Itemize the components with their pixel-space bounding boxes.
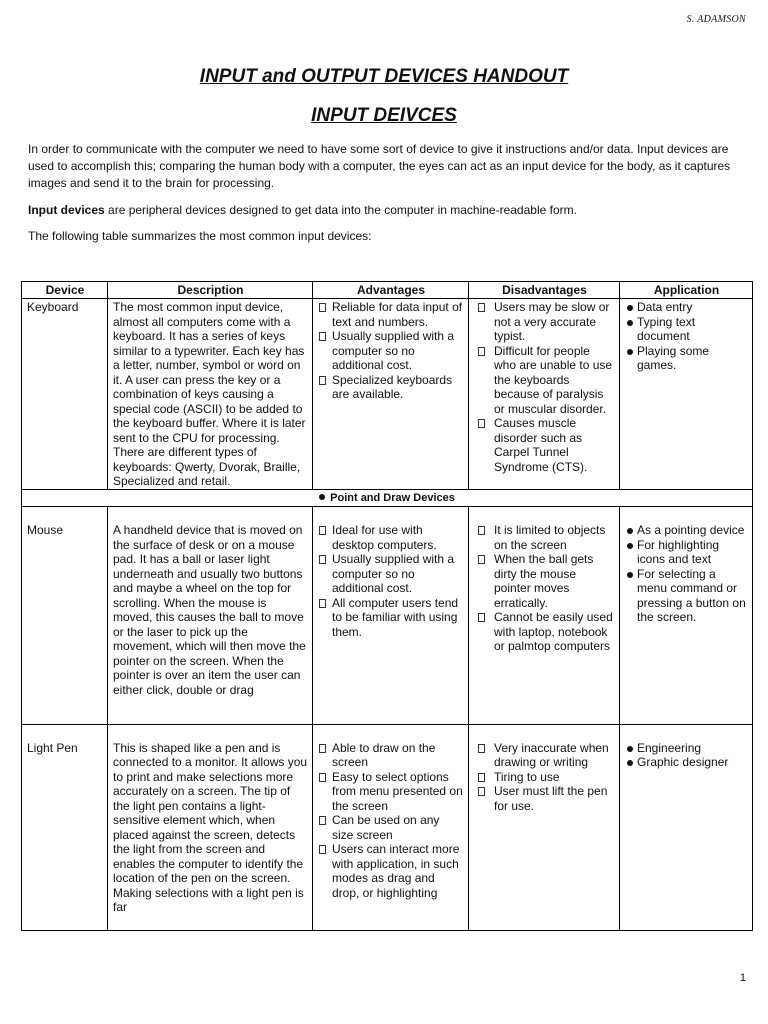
advantages-cell	[313, 522, 469, 724]
table-row-mouse	[22, 522, 753, 724]
advantages-cell	[313, 299, 469, 490]
disadvantages-cell	[469, 740, 620, 931]
device-name: Mouse	[22, 522, 108, 724]
device-description	[108, 522, 313, 724]
disadvantage-item: Tiring to use	[474, 770, 615, 785]
table-row-light-pen	[22, 740, 753, 931]
application-item: As a pointing device	[625, 523, 748, 538]
applications-cell	[620, 522, 753, 724]
header-disadvantages: Disadvantages	[469, 282, 620, 299]
disadvantage-item: Causes muscle disorder such as Carpel Tunnel Syndrome (CTS).	[474, 416, 615, 474]
section-label: Point and Draw Devices	[330, 491, 455, 504]
application-item: For selecting a menu command or pressing a button on the screen.	[625, 567, 748, 625]
header-device: Device	[22, 282, 108, 299]
description-text: A handheld device that is moved on the surface of desk or on a mouse pad. It has a ball or laser light underneath and usually two buttons and maybe a wheel on the top for scrolling. When the mouse is moved, this causes the ball to move or the laser to pick up the movement, which will then move the pointer on the screen. When the pointer is over an item the user can either click, double or drag	[113, 523, 306, 697]
advantage-item: Ideal for use with desktop computers.	[318, 523, 464, 552]
application-item: Graphic designer	[625, 755, 748, 770]
application-item: Data entry	[625, 300, 748, 315]
advantage-item: Usually supplied with a computer so no additional cost.	[318, 552, 464, 596]
disadvantage-item: It is limited to objects on the screen	[474, 523, 615, 552]
advantage-item: Easy to select options from menu presented on the screen	[318, 770, 464, 814]
device-description	[108, 299, 313, 490]
advantage-item: All computer users tend to be familiar with using them.	[318, 596, 464, 640]
table-header-row	[22, 282, 753, 299]
disadvantages-cell	[469, 299, 620, 490]
disadvantages-cell	[469, 522, 620, 724]
advantage-item: Usually supplied with a computer so no additional cost.	[318, 329, 464, 373]
section-label-cell	[22, 489, 753, 507]
intro-paragraph: In order to communicate with the computer we need to have some sort of device to give it instructions and/or data. Input devices are used to accomplish this; comparing the human body with a computer, the eyes can act as an input device for the body, as it captures images and send it to the brain for processing.	[28, 142, 731, 190]
disadvantage-item: Users may be slow or not a very accurate typist.	[474, 300, 615, 344]
disadvantage-item: User must lift the pen for use.	[474, 784, 615, 813]
header-description: Description	[108, 282, 313, 299]
advantage-item: Reliable for data input of text and numbers.	[318, 300, 464, 329]
advantages-clip	[318, 741, 464, 930]
section-row	[22, 489, 753, 507]
advantage-item: Users can interact more with application, in such modes as drag and drop, or highlighting	[318, 842, 464, 900]
device-name: Keyboard	[22, 299, 108, 490]
bullet-icon	[319, 494, 325, 500]
disadvantage-item: Difficult for people who are unable to use the keyboards because of paralysis or muscular disorder.	[474, 344, 615, 417]
disadvantage-item: Very inaccurate when drawing or writing	[474, 741, 615, 770]
device-description	[108, 740, 313, 931]
page-number: 1	[739, 972, 746, 984]
application-item: For highlighting icons and text	[625, 538, 748, 567]
definition-text: are peripheral devices designed to get data into the computer in machine-readable form.	[104, 203, 577, 217]
header-advantages: Advantages	[313, 282, 469, 299]
application-item: Typing text document	[625, 315, 748, 344]
applications-cell	[620, 299, 753, 490]
disadvantage-item: Cannot be easily used with laptop, notebook or palmtop computers	[474, 610, 615, 654]
document-title: INPUT and OUTPUT DEVICES HANDOUT	[199, 66, 569, 87]
advantages-cell	[313, 740, 469, 931]
application-item: Engineering	[625, 741, 748, 756]
device-name: Light Pen	[22, 740, 108, 931]
application-item: Playing some games.	[625, 344, 748, 373]
input-devices-table	[21, 281, 753, 931]
disadvantage-item: When the ball gets dirty the mouse pointer moves erratically.	[474, 552, 615, 610]
advantage-item: Can be used on any size screen	[318, 813, 464, 842]
applications-cell	[620, 740, 753, 931]
author-name: S. ADAMSON	[686, 14, 746, 25]
description-text-extra: There are different types of keyboards: Qwerty, Dvorak, Braille, Specialized and retail.	[113, 445, 301, 488]
advantage-item: Able to draw on the screen	[318, 741, 464, 770]
description-text: The most common input device, almost all computers come with a keyboard. It has a series of keys similar to a typewriter. Each key has a letter, number, symbol or word on it. A user can press the key or a combination of keys causing a special code (ASCII) to be added to the keyboard buffer. Where it is later sent to the CPU for processing.	[113, 300, 306, 445]
header-application: Application	[620, 282, 753, 299]
description-text: This is shaped like a pen and is connected to a monitor. It allows you to print and make selections more accurately on a screen. The tip of the light pen contains a light-sensitive element which, when placed against the screen, detects the light from the screen and enables the computer to identify the location of the pen on the screen. Making selections with a light pen is far	[113, 740, 308, 914]
section-title: INPUT DEIVCES	[311, 105, 457, 126]
advantage-item: Specialized keyboards are available.	[318, 373, 464, 402]
spacer-row	[22, 724, 753, 740]
table-row-keyboard	[22, 299, 753, 490]
definition-paragraph	[28, 202, 744, 219]
table-intro: The following table summarizes the most common input devices:	[28, 229, 372, 243]
definition-term: Input devices	[28, 203, 105, 217]
spacer-row	[22, 507, 753, 523]
